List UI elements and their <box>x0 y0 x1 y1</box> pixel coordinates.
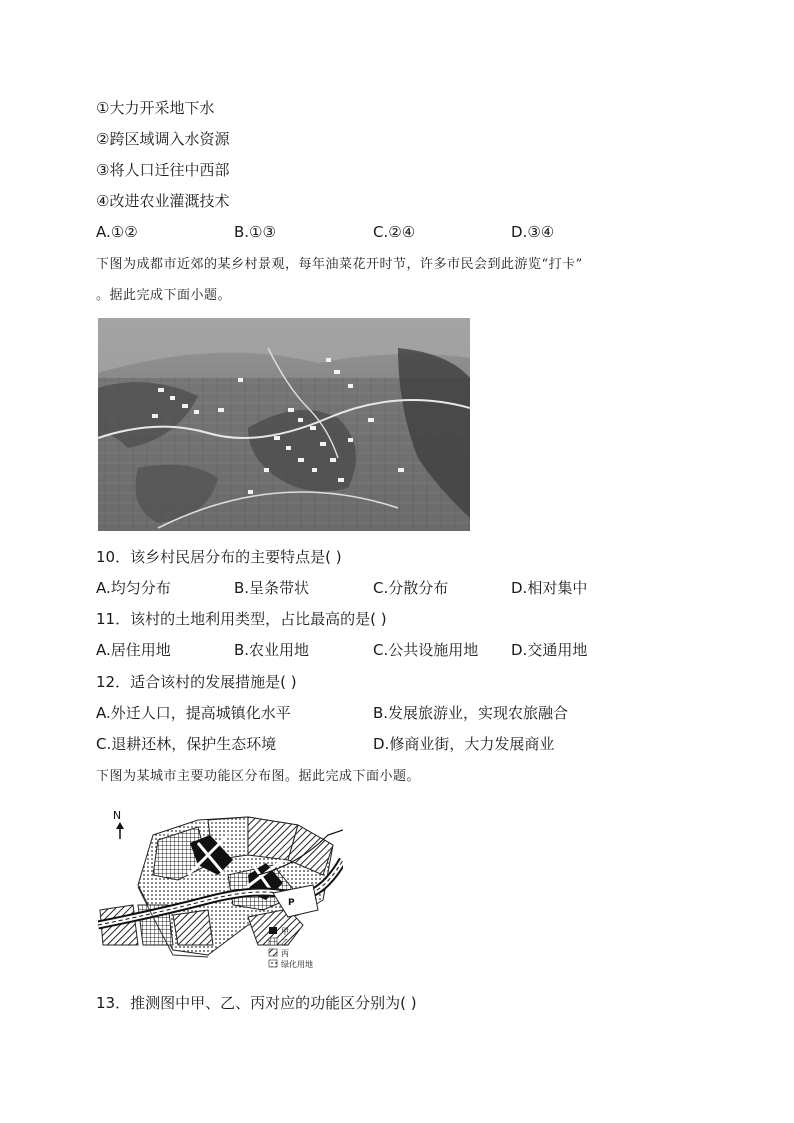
q11-option-a: A.居住用地 <box>96 641 171 659</box>
intro-2: 下图为某城市主要功能区分布图。据此完成下面小题。 <box>96 769 421 784</box>
statement-4: ④改进农业灌溉技术 <box>96 192 230 210</box>
statement-2: ②跨区域调入水资源 <box>96 130 230 148</box>
intro-1-line-2: 。据此完成下面小题。 <box>96 288 232 303</box>
statement-3: ③将人口迁往中西部 <box>96 161 230 179</box>
q9-option-a: A.①② <box>96 223 138 241</box>
q12-option-d: D.修商业街，大力发展商业 <box>373 735 555 753</box>
q10-option-c: C.分散分布 <box>373 579 449 597</box>
legend-yi: 乙 <box>281 938 289 947</box>
q9-option-b: B.①③ <box>234 223 276 241</box>
city-function-zone-map <box>98 805 343 975</box>
q12-option-c: C.退耕还林，保护生态环境 <box>96 735 277 753</box>
statement-1: ①大力开采地下水 <box>96 99 215 117</box>
q10-option-d: D.相对集中 <box>511 579 588 597</box>
intro-1-line-1: 下图为成都市近郊的某乡村景观，每年油菜花开时节，许多市民会到此游览“打卡” <box>96 257 583 272</box>
north-label: N <box>112 809 122 822</box>
legend-bing: 丙 <box>281 949 289 958</box>
legend-green-land: 绿化用地 <box>281 960 313 969</box>
q10-option-b: B.呈条带状 <box>234 579 310 597</box>
q9-option-c: C.②④ <box>373 223 416 241</box>
q11-option-d: D.交通用地 <box>511 641 588 659</box>
q11-option-c: C.公共设施用地 <box>373 641 479 659</box>
village-aerial-photo <box>98 318 470 531</box>
legend-jia: 甲 <box>281 927 289 936</box>
q10-stem: 10．该乡村民居分布的主要特点是( ) <box>96 548 342 566</box>
q9-option-d: D.③④ <box>511 223 555 241</box>
q12-option-a: A.外迁人口，提高城镇化水平 <box>96 704 291 722</box>
q12-stem: 12．适合该村的发展措施是( ) <box>96 673 297 691</box>
q11-option-b: B.农业用地 <box>234 641 310 659</box>
q11-stem: 11．该村的土地利用类型，占比最高的是( ) <box>96 610 387 628</box>
q10-option-a: A.均匀分布 <box>96 579 171 597</box>
q13-stem: 13．推测图中甲、乙、丙对应的功能区分别为( ) <box>96 994 417 1012</box>
q12-option-b: B.发展旅游业，实现农旅融合 <box>373 704 569 722</box>
parking-label: P <box>288 898 295 908</box>
north-arrow-icon <box>116 822 124 839</box>
